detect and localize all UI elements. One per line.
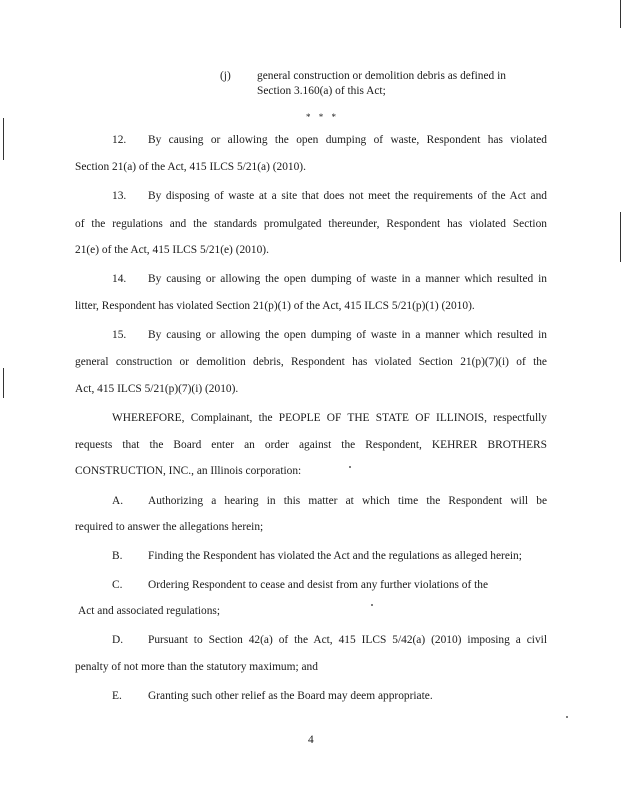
scan-edge-mark-left-bottom bbox=[3, 368, 4, 398]
relief-letter: C. bbox=[112, 579, 123, 591]
ellipsis-asterisks: * * * bbox=[306, 112, 339, 122]
wherefore-line: CONSTRUCTION, INC., an Illinois corporation: bbox=[75, 465, 302, 477]
relief-line: Act and associated regulations; bbox=[78, 605, 221, 617]
scan-edge-mark-right bbox=[620, 212, 621, 262]
page-number: 4 bbox=[308, 734, 314, 746]
paragraph-line: litter, Respondent has violated Section 21(p)(1) of the Act, 415 ILCS 5/21(p)(1) (2010). bbox=[75, 300, 475, 312]
paragraph-line: By causing or allowing the open dumping of waste in a manner which resulted in bbox=[148, 273, 547, 285]
speck bbox=[371, 604, 373, 606]
subsection-number: (j) bbox=[220, 70, 231, 82]
paragraph-line: general construction or demolition debris, Respondent has violated Section 21(p)(7)(i) of the bbox=[75, 356, 547, 368]
scan-edge-mark-left-top bbox=[3, 118, 4, 160]
relief-line: penalty of not more than the statutory maximum; and bbox=[75, 661, 318, 673]
paragraph-number: 15. bbox=[112, 329, 127, 341]
relief-letter: E. bbox=[112, 690, 122, 702]
paragraph-line: Section 21(a) of the Act, 415 ILCS 5/21(a) (2010). bbox=[75, 161, 306, 173]
relief-letter: D. bbox=[112, 634, 124, 646]
paragraph-line: By causing or allowing the open dumping of waste in a manner which resulted in bbox=[148, 329, 547, 341]
paragraph-line: By disposing of waste at a site that does not meet the requirements of the Act and bbox=[148, 190, 547, 202]
paragraph-number: 13. bbox=[112, 190, 127, 202]
relief-line: Finding the Respondent has violated the Act and the regulations as alleged herein; bbox=[148, 550, 522, 562]
paragraph-line: Act, 415 ILCS 5/21(p)(7)(i) (2010). bbox=[75, 383, 239, 395]
relief-line: required to answer the allegations herein; bbox=[75, 521, 264, 533]
relief-line: Authorizing a hearing in this matter at which time the Respondent will be bbox=[148, 495, 547, 507]
subsection-line-2: Section 3.160(a) of this Act; bbox=[257, 85, 386, 97]
subsection-line-1: general construction or demolition debris as defined in bbox=[257, 70, 506, 82]
paragraph-line: of the regulations and the standards promulgated thereunder, Respondent has violated Section bbox=[75, 218, 547, 230]
speck bbox=[349, 466, 351, 468]
paragraph-line: By causing or allowing the open dumping of waste, Respondent has violated bbox=[148, 134, 547, 146]
relief-line: Pursuant to Section 42(a) of the Act, 415 ILCS 5/42(a) (2010) imposing a civil bbox=[148, 634, 547, 646]
speck bbox=[566, 716, 568, 718]
relief-letter: B. bbox=[112, 550, 123, 562]
wherefore-line: WHEREFORE, Complainant, the PEOPLE OF THE STATE OF ILLINOIS, respectfully bbox=[112, 412, 547, 424]
wherefore-line: requests that the Board enter an order against the Respondent, KEHRER BROTHERS bbox=[75, 439, 547, 451]
relief-letter: A. bbox=[112, 495, 124, 507]
paragraph-number: 14. bbox=[112, 273, 127, 285]
relief-line: Ordering Respondent to cease and desist from any further violations of the bbox=[148, 579, 489, 591]
scan-edge-mark-right-top bbox=[620, 0, 621, 28]
paragraph-line: 21(e) of the Act, 415 ILCS 5/21(e) (2010). bbox=[75, 244, 269, 256]
paragraph-number: 12. bbox=[112, 134, 127, 146]
relief-line: Granting such other relief as the Board may deem appropriate. bbox=[148, 690, 433, 702]
